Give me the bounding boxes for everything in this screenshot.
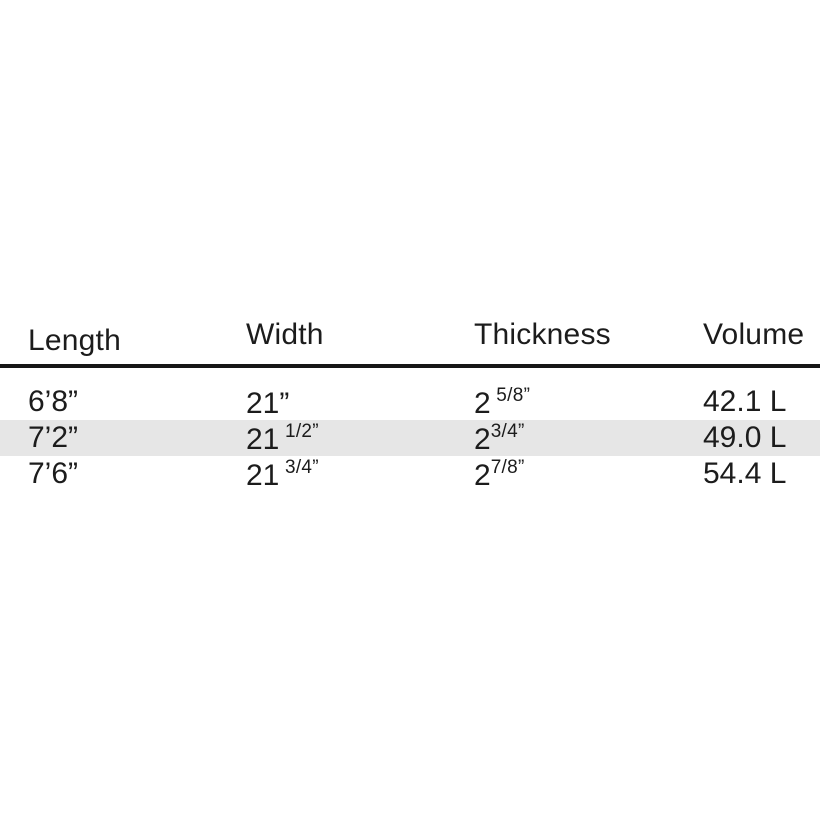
length-cell: 7’6”: [28, 457, 79, 490]
table-row-selected[interactable]: [0, 420, 820, 456]
thickness-whole: 2: [474, 458, 491, 492]
table-row[interactable]: [0, 456, 820, 492]
width-cell: [246, 458, 474, 491]
thickness-fraction: 3/4”: [490, 420, 525, 442]
thickness-fraction: 5/8”: [490, 384, 531, 406]
width-fraction: 1/2”: [279, 420, 319, 442]
width-cell: [246, 386, 474, 419]
length-cell: 7’2”: [28, 421, 79, 454]
width-whole: 21”: [246, 386, 290, 420]
thickness-whole: 2: [474, 422, 491, 456]
thickness-cell: [474, 458, 703, 491]
thickness-whole: 2: [474, 386, 491, 420]
width-fraction: 3/4”: [279, 456, 319, 478]
size-spec-table: [0, 304, 820, 492]
header-cell-width: Width: [246, 318, 324, 351]
volume-cell: 49.0 L: [703, 421, 787, 454]
table-row[interactable]: [0, 384, 820, 420]
thickness-cell: [474, 386, 703, 419]
width-whole: 21: [246, 458, 280, 492]
width-cell: [246, 422, 474, 455]
volume-cell: 54.4 L: [703, 457, 787, 490]
header-cell-thickness: Thickness: [474, 318, 611, 351]
volume-cell: 42.1 L: [703, 385, 787, 418]
width-whole: 21: [246, 422, 280, 456]
header-cell-length: Length: [28, 324, 121, 357]
table-header-row: [0, 304, 820, 364]
header-divider: [0, 364, 820, 368]
length-cell: 6’8”: [28, 385, 79, 418]
header-cell-volume: Volume: [703, 318, 805, 351]
thickness-fraction: 7/8”: [490, 456, 525, 478]
table-body: [0, 384, 820, 492]
thickness-cell: [474, 422, 703, 455]
